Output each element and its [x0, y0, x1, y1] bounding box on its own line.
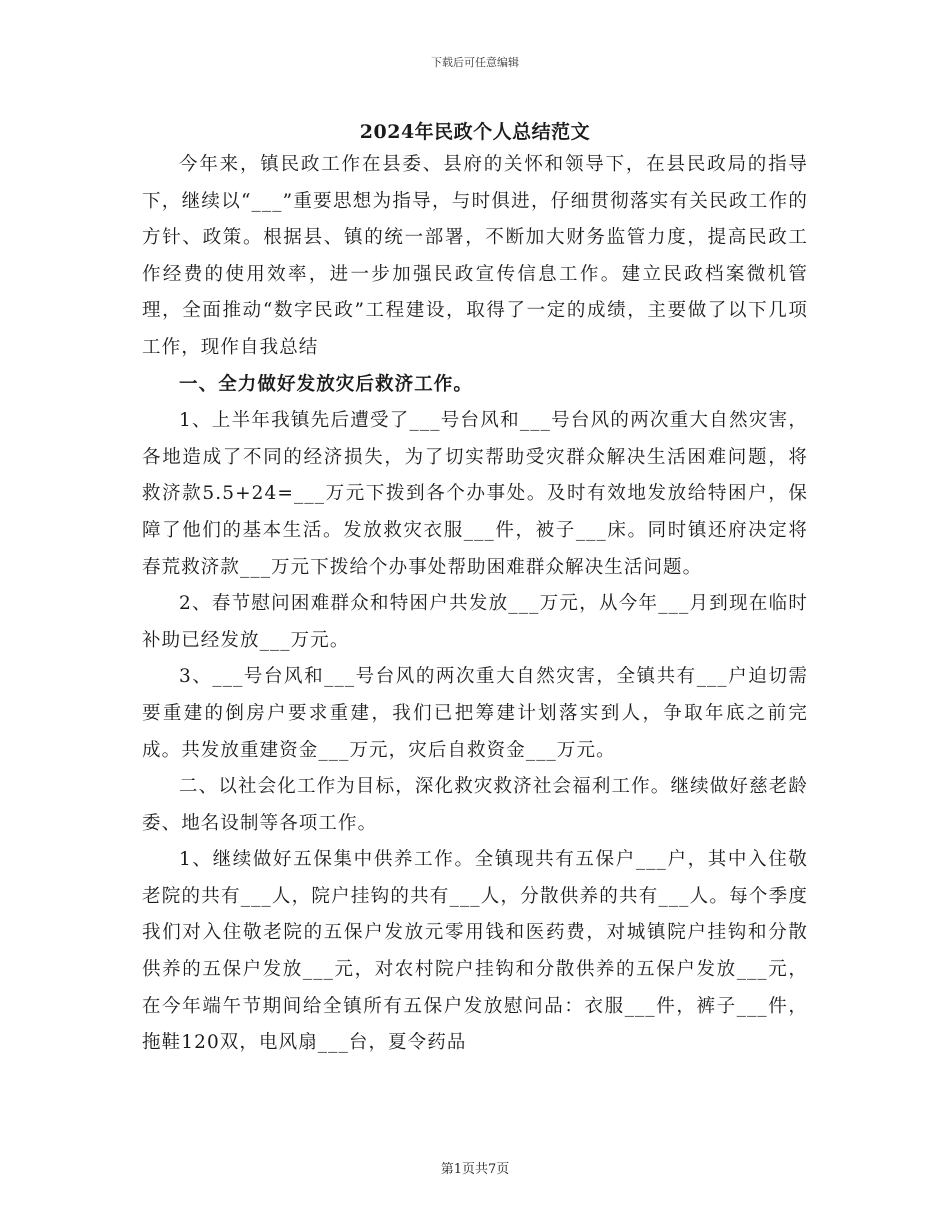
intro-paragraph: 今年来，镇民政工作在县委、县府的关怀和领导下，在县民政局的指导下，继续以“___”重要思想为指导，与时俱进，仔细贯彻落实有关民政工作的方针、政策。根据县、镇的统一部署，不断加大财务监管力度，提高民政工作经费的使用效率，进一步加强民政宣传信息工作。建立民政档案微机管理，全面推动“数字民政”工程建设，取得了一定的成绩，主要做了以下几项工作，现作自我总结	[142, 154, 808, 358]
paragraph-item-1-3: 3、___号台风和___号台风的两次重大自然灾害，全镇共有___户迫切需要重建的倒房户要求重建，我们已把筹建计划落实到人，争取年底之前完成。共发放重建资金___万元，灾后自救资金___万元。	[142, 666, 808, 761]
section-heading-1: 一、全力做好发放灾后救济工作。	[179, 373, 474, 395]
paragraph-item-1-2: 2、春节慰问困难群众和特困户共发放___万元，从今年___月到现在临时补助已经发放___万元。	[142, 593, 808, 651]
paragraph-item-1-1: 1、上半年我镇先后遭受了___号台风和___号台风的两次重大自然灾害，各地造成了不同的经济损失，为了切实帮助受灾群众解决生活困难问题，将救济款5.5+24=___万元下拨到各个办事处。及时有效地发放给特困户，保障了他们的基本生活。发放救灾衣服___件，被子___床。同时镇还府决定将春荒救济款___万元下拨给个办事处帮助困难群众解决生活问题。	[142, 410, 808, 578]
page-number: 第1页共7页	[440, 1162, 510, 1177]
document-title: 2024年民政个人总结范文	[359, 121, 591, 143]
document-body	[142, 147, 808, 1062]
section-heading-2: 二、以社会化工作为目标，深化救灾救济社会福利工作。继续做好慈老龄委、地名设制等各项工作。	[142, 776, 808, 834]
paragraph-item-2-1: 1、继续做好五保集中供养工作。全镇现共有五保户___户，其中入住敬老院的共有___人，院户挂钩的共有___人，分散供养的共有___人。每个季度我们对入住敬老院的五保户发放元零用钱和医药费，对城镇院户挂钩和分散供养的五保户发放___元，对农村院户挂钩和分散供养的五保户发放___元，在今年端午节期间给全镇所有五保户发放慰问品：衣服___件，裤子___件，拖鞋120双，电风扇___台，夏令药品	[142, 849, 808, 1054]
header-note: 下载后可任意编辑	[431, 56, 519, 69]
